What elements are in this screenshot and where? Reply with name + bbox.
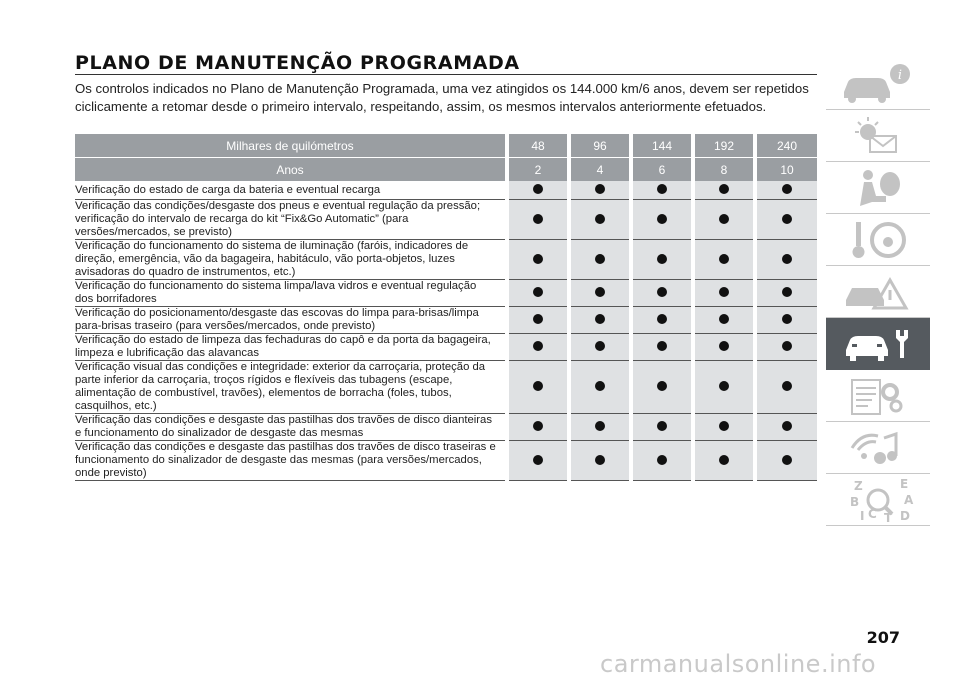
check-dot-icon bbox=[719, 184, 729, 194]
interval-cell bbox=[755, 181, 817, 200]
check-dot-icon bbox=[782, 254, 792, 264]
interval-cell bbox=[631, 240, 693, 280]
row-description: Verificação visual das condições e integridade: exterior da carroçaria, proteção da parte inferior da carroçaria, troços rígidos e flexíveis das tubagens (escape, alimentação de combustível, travões), elementos de borracha (foles, tubos, casquilhos, etc.) bbox=[75, 361, 507, 414]
technical-data-icon bbox=[838, 374, 918, 418]
header-miles-value: 144 bbox=[631, 134, 693, 158]
check-dot-icon bbox=[782, 214, 792, 224]
row-description: Verificação das condições e desgaste das pastilhas dos travões de disco traseiras e funcionamento do sinalizador de desgaste das mesmas (para versões/mercados, onde previsto) bbox=[75, 441, 507, 481]
airbag-seat-icon bbox=[838, 166, 918, 210]
title-divider bbox=[75, 74, 817, 75]
maintenance-table bbox=[75, 134, 817, 481]
index-letter: T bbox=[884, 510, 893, 524]
header-miles-value: 240 bbox=[755, 134, 817, 158]
check-dot-icon bbox=[595, 341, 605, 351]
interval-cell bbox=[755, 200, 817, 240]
check-dot-icon bbox=[595, 214, 605, 224]
interval-cell bbox=[631, 307, 693, 334]
interval-cell bbox=[507, 334, 569, 361]
header-row-years bbox=[75, 158, 817, 182]
check-dot-icon bbox=[782, 287, 792, 297]
check-dot-icon bbox=[657, 455, 667, 465]
interval-cell bbox=[569, 334, 631, 361]
row-description: Verificação do estado de limpeza das fechaduras do capô e da porta da bagageira, limpeza e lubrificação das alavancas bbox=[75, 334, 507, 361]
check-dot-icon bbox=[533, 184, 543, 194]
sidebar-item-warning-lights[interactable] bbox=[826, 110, 930, 162]
table-row bbox=[75, 441, 817, 481]
check-dot-icon bbox=[595, 421, 605, 431]
interval-cell bbox=[507, 240, 569, 280]
interval-cell bbox=[631, 441, 693, 481]
interval-cell bbox=[569, 181, 631, 200]
check-dot-icon bbox=[657, 421, 667, 431]
check-dot-icon bbox=[719, 341, 729, 351]
check-dot-icon bbox=[719, 287, 729, 297]
interval-cell bbox=[569, 441, 631, 481]
interval-cell bbox=[693, 240, 755, 280]
interval-cell bbox=[631, 334, 693, 361]
check-dot-icon bbox=[719, 421, 729, 431]
interval-cell bbox=[693, 441, 755, 481]
interval-cell bbox=[631, 361, 693, 414]
chapter-sidebar bbox=[826, 58, 930, 526]
index-letter: C bbox=[868, 506, 877, 521]
car-info-icon bbox=[838, 62, 918, 106]
interval-cell bbox=[569, 200, 631, 240]
interval-cell bbox=[693, 334, 755, 361]
sidebar-item-key-steering[interactable] bbox=[826, 214, 930, 266]
check-dot-icon bbox=[719, 254, 729, 264]
interval-cell bbox=[631, 181, 693, 200]
interval-cell bbox=[755, 441, 817, 481]
row-description: Verificação das condições e desgaste das pastilhas dos travões de disco dianteiras e funcionamento do sinalizador de desgaste das mesmas bbox=[75, 414, 507, 441]
row-description: Verificação do funcionamento do sistema limpa/lava vidros e eventual regulação dos borrifadores bbox=[75, 280, 507, 307]
check-dot-icon bbox=[782, 184, 792, 194]
interval-cell bbox=[693, 307, 755, 334]
interval-cell bbox=[631, 280, 693, 307]
check-dot-icon bbox=[782, 314, 792, 324]
header-years-value: 2 bbox=[507, 158, 569, 182]
index-letter: B bbox=[850, 494, 860, 509]
page-number: 207 bbox=[866, 628, 900, 647]
check-dot-icon bbox=[782, 341, 792, 351]
table-row bbox=[75, 181, 817, 200]
check-dot-icon bbox=[719, 455, 729, 465]
interval-cell bbox=[507, 200, 569, 240]
check-dot-icon bbox=[533, 314, 543, 324]
interval-cell bbox=[693, 181, 755, 200]
header-miles-value: 96 bbox=[569, 134, 631, 158]
row-description: Verificação do funcionamento do sistema de iluminação (faróis, indicadores de direção, emergência, vão da bagageira, habitáculo, vão porta-objetos, luzes avisadoras do quadro de instrumentos, etc.) bbox=[75, 240, 507, 280]
check-dot-icon bbox=[657, 254, 667, 264]
check-dot-icon bbox=[595, 314, 605, 324]
check-dot-icon bbox=[657, 381, 667, 391]
multimedia-icon bbox=[838, 426, 918, 470]
check-dot-icon bbox=[595, 184, 605, 194]
check-dot-icon bbox=[595, 381, 605, 391]
interval-cell bbox=[569, 414, 631, 441]
check-dot-icon bbox=[657, 214, 667, 224]
sidebar-item-car-info[interactable] bbox=[826, 58, 930, 110]
page-title: PLANO DE MANUTENÇÃO PROGRAMADA bbox=[75, 52, 520, 74]
interval-cell bbox=[755, 334, 817, 361]
check-dot-icon bbox=[657, 314, 667, 324]
index-letter: E bbox=[900, 476, 909, 491]
sidebar-item-technical-data[interactable] bbox=[826, 370, 930, 422]
sidebar-item-multimedia[interactable] bbox=[826, 422, 930, 474]
interval-cell bbox=[507, 181, 569, 200]
index-letter: D bbox=[900, 508, 910, 523]
table-row bbox=[75, 307, 817, 334]
table-row bbox=[75, 334, 817, 361]
table-row bbox=[75, 280, 817, 307]
header-years-value: 10 bbox=[755, 158, 817, 182]
interval-cell bbox=[755, 280, 817, 307]
interval-cell bbox=[693, 361, 755, 414]
intro-paragraph: Os controlos indicados no Plano de Manutenção Programada, uma vez atingidos os 144.000 km/6 anos, devem ser repetidos ciclicamente a retomar desde o primeiro intervalo, respeitando, assim, os mesmos intervalos anteriormente efetuados. bbox=[75, 81, 809, 114]
sidebar-item-alphabetical-index[interactable] bbox=[826, 474, 930, 526]
check-dot-icon bbox=[595, 287, 605, 297]
interval-cell bbox=[693, 200, 755, 240]
check-dot-icon bbox=[595, 254, 605, 264]
table-row bbox=[75, 361, 817, 414]
interval-cell bbox=[507, 361, 569, 414]
sidebar-item-airbag-seat[interactable] bbox=[826, 162, 930, 214]
header-miles-label: Milhares de quilómetros bbox=[75, 134, 507, 158]
alphabetical-index-icon bbox=[838, 476, 918, 524]
interval-cell bbox=[507, 307, 569, 334]
sidebar-item-emergency[interactable] bbox=[826, 266, 930, 318]
table-row bbox=[75, 414, 817, 441]
interval-cell bbox=[507, 280, 569, 307]
watermark: carmanualsonline.info bbox=[600, 650, 877, 678]
interval-cell bbox=[693, 414, 755, 441]
check-dot-icon bbox=[657, 184, 667, 194]
warning-lights-icon bbox=[838, 114, 918, 158]
header-years-label: Anos bbox=[75, 158, 507, 182]
interval-cell bbox=[755, 361, 817, 414]
check-dot-icon bbox=[533, 341, 543, 351]
check-dot-icon bbox=[782, 421, 792, 431]
row-description: Verificação do estado de carga da bateria e eventual recarga bbox=[75, 181, 507, 200]
interval-cell bbox=[755, 414, 817, 441]
check-dot-icon bbox=[657, 341, 667, 351]
interval-cell bbox=[755, 240, 817, 280]
interval-cell bbox=[569, 280, 631, 307]
check-dot-icon bbox=[533, 214, 543, 224]
interval-cell bbox=[631, 200, 693, 240]
header-miles-value: 48 bbox=[507, 134, 569, 158]
interval-cell bbox=[755, 307, 817, 334]
check-dot-icon bbox=[657, 287, 667, 297]
check-dot-icon bbox=[533, 421, 543, 431]
check-dot-icon bbox=[595, 455, 605, 465]
check-dot-icon bbox=[782, 455, 792, 465]
header-years-value: 8 bbox=[693, 158, 755, 182]
check-dot-icon bbox=[719, 381, 729, 391]
row-description: Verificação das condições/desgaste dos pneus e eventual regulação da pressão; verificação do intervalo de recarga do kit “Fix&Go Automatic” (para versões/mercados, se previsto) bbox=[75, 200, 507, 240]
check-dot-icon bbox=[533, 287, 543, 297]
interval-cell bbox=[693, 280, 755, 307]
index-letter: Z bbox=[854, 478, 863, 493]
header-years-value: 4 bbox=[569, 158, 631, 182]
emergency-icon bbox=[838, 270, 918, 314]
key-steering-icon bbox=[838, 218, 918, 262]
row-description: Verificação do posicionamento/desgaste das escovas do limpa para-brisas/limpa para-brisas traseiro (para versões/mercados, onde previsto) bbox=[75, 307, 507, 334]
header-row-miles bbox=[75, 134, 817, 158]
interval-cell bbox=[631, 414, 693, 441]
interval-cell bbox=[507, 414, 569, 441]
table-body bbox=[75, 181, 817, 481]
check-dot-icon bbox=[533, 254, 543, 264]
header-miles-value: 192 bbox=[693, 134, 755, 158]
check-dot-icon bbox=[533, 381, 543, 391]
check-dot-icon bbox=[719, 214, 729, 224]
index-letter: A bbox=[904, 492, 914, 507]
interval-cell bbox=[569, 307, 631, 334]
interval-cell bbox=[569, 361, 631, 414]
check-dot-icon bbox=[533, 455, 543, 465]
interval-cell bbox=[569, 240, 631, 280]
check-dot-icon bbox=[719, 314, 729, 324]
index-letter: I bbox=[860, 508, 865, 523]
car-maintenance-icon bbox=[838, 322, 918, 366]
table-row bbox=[75, 200, 817, 240]
table-row bbox=[75, 240, 817, 280]
check-dot-icon bbox=[782, 381, 792, 391]
svg-text:i: i bbox=[897, 67, 903, 83]
interval-cell bbox=[507, 441, 569, 481]
sidebar-item-car-maintenance[interactable] bbox=[826, 318, 930, 370]
header-years-value: 6 bbox=[631, 158, 693, 182]
